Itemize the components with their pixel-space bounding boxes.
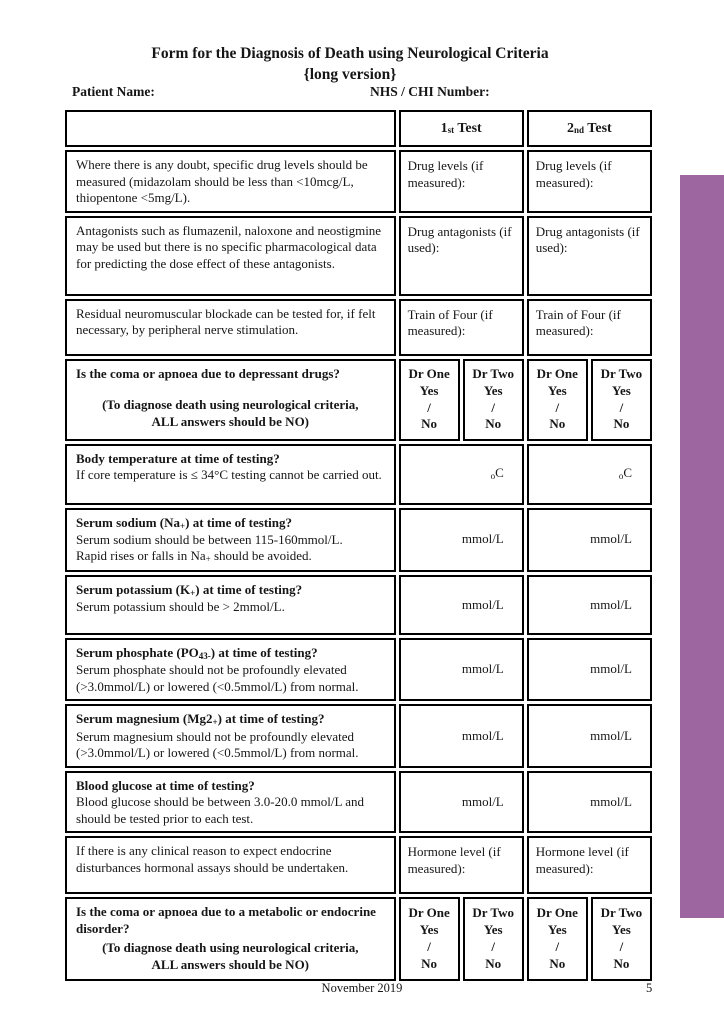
metabolic-note-line2: ALL answers should be NO) (151, 956, 310, 972)
footer-date: November 2019 (321, 981, 403, 995)
row-metabolic-question (65, 897, 652, 981)
serum-potassium-info: Serum potassium (K+) at time of testing? Serum potassium should be > 2mmol/L. (65, 575, 396, 635)
depressant-test2-dr-two-answer: Dr Two Yes / No (591, 359, 652, 441)
hormone-test1-field: Hormone level (if measured): (399, 836, 524, 894)
row-blood-glucose (65, 771, 652, 834)
metabolic-note-line1: (To diagnose death using neurological criteria, (102, 940, 359, 956)
body-temperature-test1-value-cell: oC (399, 444, 524, 505)
row-train-of-four (65, 299, 652, 356)
page-title: Form for the Diagnosis of Death using Neurological Criteria (151, 45, 549, 62)
table-header-row (65, 110, 652, 147)
metabolic-question-cell (65, 897, 396, 981)
depressant-drugs-note-line2: ALL answers should be NO) (151, 413, 310, 429)
blood-glucose-test1-value-cell: mmol/L (399, 771, 524, 834)
train-of-four-test1-field: Train of Four (if measured): (399, 299, 524, 356)
row-serum-sodium (65, 508, 652, 572)
row-drug-antagonists (65, 216, 652, 296)
drug-levels-test1-field: Drug levels (if measured): (399, 150, 524, 213)
serum-potassium-test2-value-cell: mmol/L (527, 575, 652, 635)
depressant-drugs-note-line1: (To diagnose death using neurological criteria, (102, 397, 359, 412)
antagonists-test2-field: Drug antagonists (if used): (527, 216, 652, 296)
criteria-table (62, 107, 655, 984)
train-of-four-test2-field: Train of Four (if measured): (527, 299, 652, 356)
metabolic-question: Is the coma or apnoea due to a metabolic or endocrine disorder? (76, 904, 376, 936)
drug-levels-info: Where there is any doubt, specific drug levels should be measured (midazolam should be less than <10mcg/L, thiopentone <5mg/L). (65, 150, 396, 213)
column-header-test2: 2nd Test (527, 110, 652, 147)
blood-glucose-test2-value-cell: mmol/L (527, 771, 652, 834)
row-hormone-level (65, 836, 652, 894)
depressant-test2-dr-one-answer: Dr One Yes / No (527, 359, 588, 441)
depressant-drugs-question: Is the coma or apnoea due to depressant drugs? (76, 365, 340, 381)
serum-potassium-test1-value-cell: mmol/L (399, 575, 524, 635)
serum-sodium-test2-value-cell: mmol/L (527, 508, 652, 572)
row-serum-potassium (65, 575, 652, 635)
serum-magnesium-test2-value-cell: mmol/L (527, 704, 652, 767)
metabolic-test2-dr-one-answer: Dr One Yes / No (527, 897, 588, 981)
hormone-info: If there is any clinical reason to expect endocrine disturbances hormonal assays should be undertaken. (65, 836, 396, 894)
patient-name-label: Patient Name: (72, 84, 155, 99)
depressant-drugs-question-cell (65, 359, 396, 441)
header-empty-cell (65, 110, 396, 147)
metabolic-test2-dr-two-answer: Dr Two Yes / No (591, 897, 652, 981)
row-body-temperature (65, 444, 652, 505)
metabolic-test1-dr-two-answer: Dr Two Yes / No (463, 897, 524, 981)
body-temperature-test2-value-cell: oC (527, 444, 652, 505)
row-serum-magnesium (65, 704, 652, 767)
serum-phosphate-test1-value-cell: mmol/L (399, 638, 524, 701)
serum-sodium-info: Serum sodium (Na+) at time of testing? Serum sodium should be between 115-160mmol/L. Rapid rises or falls in Na+ should be avoided. (65, 508, 396, 572)
row-depressant-drugs-question (65, 359, 652, 441)
depressant-test1-dr-one-answer: Dr One Yes / No (399, 359, 460, 441)
row-serum-phosphate (65, 638, 652, 701)
blood-glucose-info: Blood glucose at time of testing? Blood glucose should be between 3.0-20.0 mmol/L and should be tested prior to each test. (65, 771, 396, 834)
body-temperature-info: Body temperature at time of testing? If core temperature is ≤ 34°C testing cannot be carried out. (65, 444, 396, 505)
drug-levels-test2-field: Drug levels (if measured): (527, 150, 652, 213)
depressant-test1-dr-two-answer: Dr Two Yes / No (463, 359, 524, 441)
purple-accent-bar (680, 175, 724, 918)
document-title-block (0, 44, 700, 86)
metabolic-test1-dr-one-answer: Dr One Yes / No (399, 897, 460, 981)
hormone-test2-field: Hormone level (if measured): (527, 836, 652, 894)
serum-magnesium-test1-value-cell: mmol/L (399, 704, 524, 767)
footer-page-number: 5 (646, 981, 653, 995)
serum-phosphate-info: Serum phosphate (PO43-) at time of testing? Serum phosphate should not be profoundly elevated (>3.0mmol/L) or lowered (<0.5mmol/L) from normal. (65, 638, 396, 701)
antagonists-info: Antagonists such as flumazenil, naloxone and neostigmine may be used but there is no specific pharmacological data for predicting the dose effect of these antagonists. (65, 216, 396, 296)
serum-phosphate-test2-value-cell: mmol/L (527, 638, 652, 701)
antagonists-test1-field: Drug antagonists (if used): (399, 216, 524, 296)
nhs-chi-number-label: NHS / CHI Number: (370, 84, 490, 99)
page-subtitle: {long version} (303, 65, 397, 83)
train-of-four-info: Residual neuromuscular blockade can be tested for, if felt necessary, by peripheral nerve stimulation. (65, 299, 396, 356)
serum-sodium-test1-value-cell: mmol/L (399, 508, 524, 572)
serum-magnesium-info: Serum magnesium (Mg2+) at time of testing? Serum magnesium should not be profoundly elevated (>3.0mmol/L) or lowered (<0.5mmol/L) from normal. (65, 704, 396, 767)
column-header-test1: 1st Test (399, 110, 524, 147)
row-drug-levels (65, 150, 652, 213)
